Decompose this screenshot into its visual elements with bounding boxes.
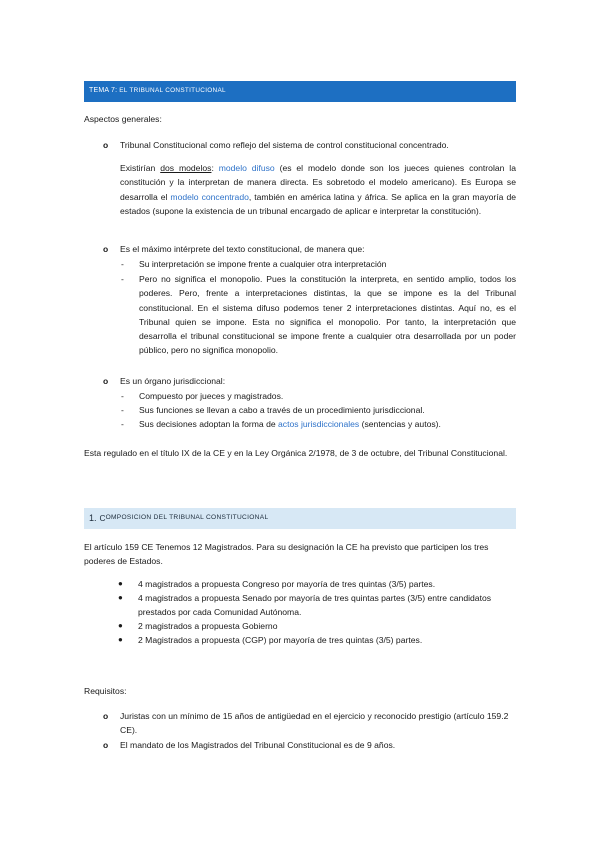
sub-marker: - <box>121 259 124 269</box>
dos-modelos-text: dos modelos <box>160 163 212 173</box>
requisito-1: Juristas con un mínimo de 15 años de antigüedad en el ejercicio y reconocido prestigio (artículo 159.2 CE). <box>120 711 509 736</box>
requisito-2: El mandato de los Magistrados del Tribunal Constitucional es de 9 años. <box>120 740 396 750</box>
aspectos-item-2: Es el máximo intérprete del texto constitucional, de manera que: <box>120 244 365 254</box>
bullet-icon: ● <box>118 593 123 602</box>
requisitos-heading: Requisitos: <box>84 686 127 696</box>
item2-sub-1: Su interpretación se impone frente a cualquier otra interpretación <box>139 259 387 269</box>
item3-sub-2: Sus funciones se llevan a cabo a través de un procedimiento jurisdiccional. <box>139 405 425 415</box>
modelo-difuso-term: modelo difuso <box>218 163 275 173</box>
item3-sub-3: Sus decisiones adoptan la forma de actos jurisdiccionales (sentencias y autos). <box>139 419 441 429</box>
composicion-bullet-4: 2 Magistrados a propuesta (CGP) por mayoría de tres quintas (3/5) partes. <box>138 635 423 645</box>
composicion-bullet-2: 4 magistrados a propuesta Senado por mayoría de tres quintas partes (3/5) entre candidatos prestados por cada Comunidad Autónoma. <box>138 593 492 618</box>
section-title: OMPOSICION DEL TRIBUNAL CONSTITUCIONAL <box>105 514 269 522</box>
chapter-title-bar <box>84 81 516 102</box>
regulado-paragraph: Esta regulado en el título IX de la CE y en la Ley Orgánica 2/1978, de 3 de octubre, del Tribunal Constitucional. <box>84 448 508 458</box>
item3-sub-1: Compuesto por jueces y magistrados. <box>139 391 284 401</box>
modelos-paragraph: Existirían dos modelos: modelo difuso (es el modelo donde son los jueces quienes controlan la constitución y la interpretan de manera directa. Es sobretodo el modelo americano). Es Europa se desarrolla el modelo concentrado, también en américa latina y áfrica. Se aplica en la gran mayoría de estados (supone la existencia de un tribunal encargado de aplicar e interpretar la constitución). <box>120 163 517 216</box>
section-1-title-bar <box>84 508 516 529</box>
aspectos-item-3: Es un órgano jurisdiccional: <box>120 376 226 386</box>
composicion-intro: El artículo 159 CE Tenemos 12 Magistrados. Para su designación la CE ha previsto que participen los tres poderes de Estados. <box>84 542 489 567</box>
section-title-initial: C <box>99 513 106 524</box>
modelo-concentrado-term: modelo concentrado <box>170 191 249 202</box>
sub-marker: - <box>121 419 124 429</box>
list-marker: o <box>103 711 109 721</box>
item2-sub-2: Pero no significa el monopolio. Pues la constitución la interpreta, en sentido amplio, todos los poderes. Pero, frente a interpretaciones distintas, la que se impone es la del Tribunal constitucional. En el sistema difuso podemos tener 2 interpretaciones distintas. Aquí no, es el Tribunal quien se impone. Esta no significa el monopolio. Por tanto, la interpretación que desarrolla el tribunal constitucional se impone frente a cualquier otra desarrollada por un poder público, pero no significa monopolio. <box>139 274 516 356</box>
bullet-icon: ● <box>118 635 123 644</box>
bullet-icon: ● <box>118 579 123 588</box>
chapter-title: EL TRIBUNAL CONSTITUCIONAL <box>119 87 226 95</box>
section-number: 1. <box>89 513 97 524</box>
actos-jurisdiccionales-term: actos jurisdiccionales <box>278 419 360 429</box>
composicion-bullet-3: 2 magistrados a propuesta Gobierno <box>138 621 278 631</box>
list-marker: o <box>103 140 109 150</box>
sub-marker: - <box>121 274 124 284</box>
sub-marker: - <box>121 391 124 401</box>
list-marker: o <box>103 376 109 386</box>
chapter-number: TEMA 7: <box>89 87 118 95</box>
composicion-bullet-1: 4 magistrados a propuesta Congreso por mayoría de tres quintas (3/5) partes. <box>138 579 436 589</box>
list-marker: o <box>103 740 109 750</box>
list-marker: o <box>103 244 109 254</box>
aspectos-item-1: Tribunal Constitucional como reflejo del sistema de control constitucional concentrado. <box>120 140 449 150</box>
bullet-icon: ● <box>118 621 123 630</box>
sub-marker: - <box>121 405 124 415</box>
aspectos-heading: Aspectos generales: <box>84 114 162 124</box>
